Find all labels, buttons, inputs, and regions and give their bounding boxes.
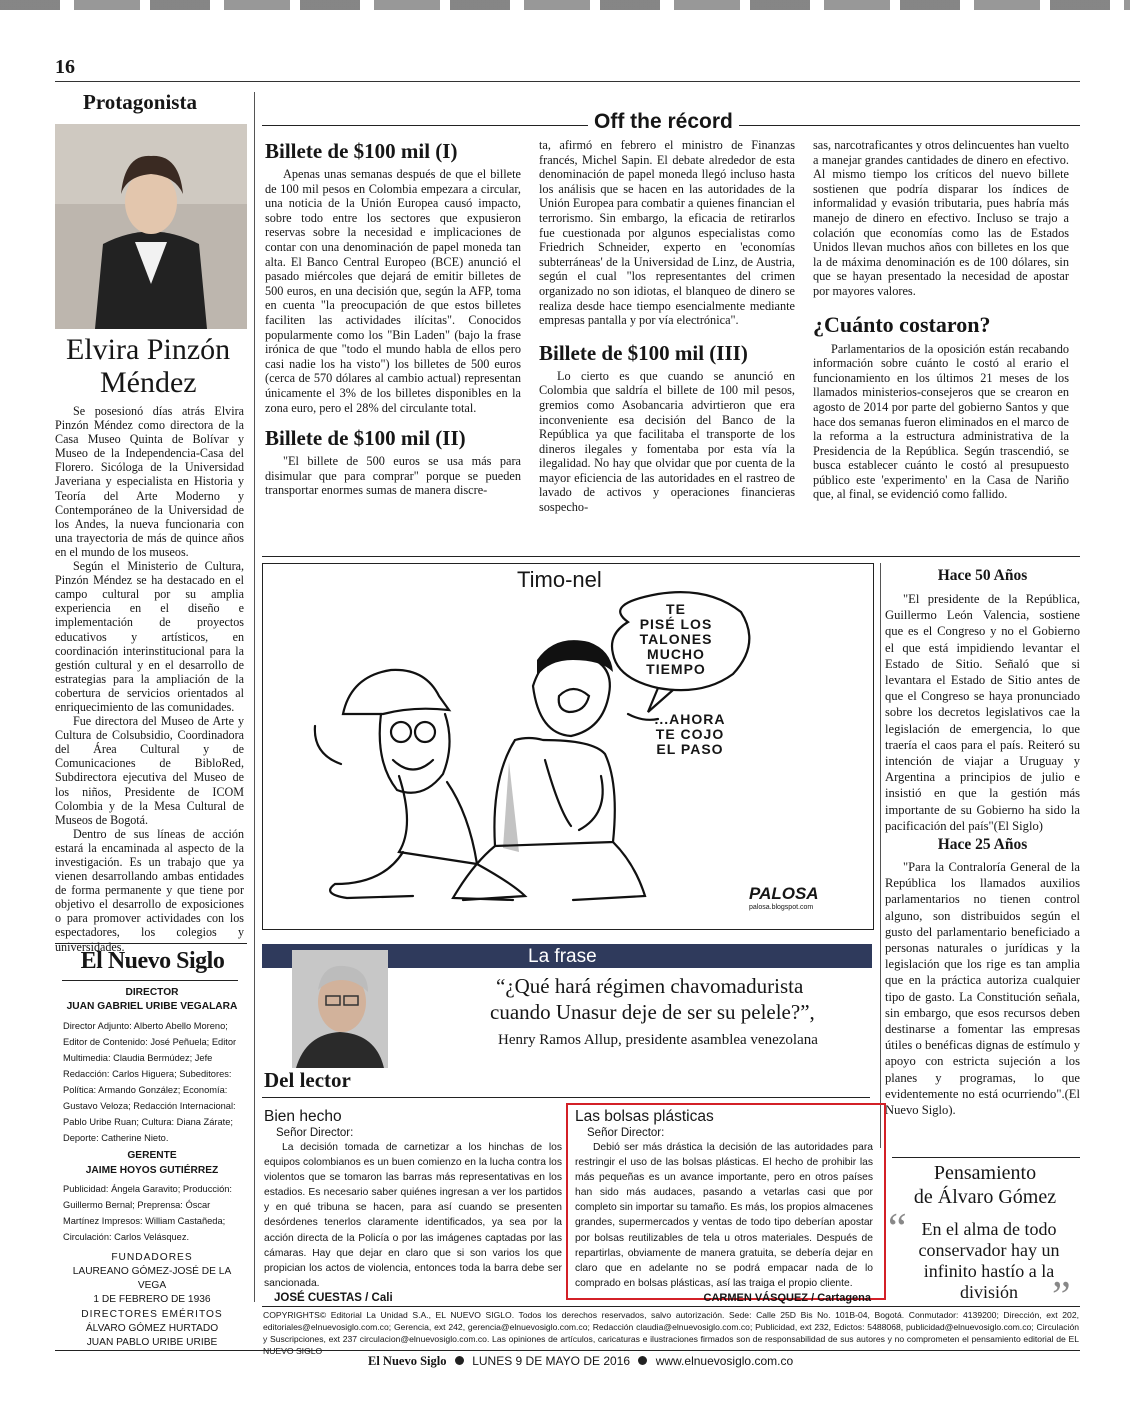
- off-record-paragraph: Apenas unas semanas después de que el billete de 100 mil pesos en Colombia empezara a circular, una noticia de la Unión Europea causó impacto, sobre todo entre los sectores que expusieron reservas sobre la necesidad e implicaciones de contar con una denominación de papel moneda tan alta. El Banco Central Europeo (BCE) anunció el pasado miércoles que dejará de emitir billetes de 500 euros, en una decisión que, según la AFP, toma en cuenta "la preocupación de que estos billetes faciliten las actividades ilícitas". Conocidos popularmente como los "Bin Laden" (bajo la frase irónica de que "todo el mundo habla de ellos pero casi nadie los ha visto") los billetes de 500 euros (cerca de 570 dólares al cambio actual) representan únicamente el 3% de los billetes disponibles en la zona euro, pero el 28% del circulante total.: [265, 167, 521, 415]
- footer-brand: El Nuevo Siglo: [368, 1354, 447, 1368]
- protagonista-article: [55, 404, 244, 954]
- bubble-line: TE: [666, 601, 686, 617]
- off-record-bottom-rule: [262, 556, 1080, 557]
- footer-rule: [55, 1350, 1080, 1351]
- off-record-title: Off the récord: [588, 110, 739, 134]
- bubble-line: EL PASO: [656, 741, 724, 757]
- la-frase-label: La frase: [528, 946, 597, 967]
- letter-1-salutation: Señor Director:: [276, 1127, 354, 1139]
- hace-50-title: Hace 50 Años: [937, 567, 1028, 584]
- hace-section: [885, 566, 1080, 1118]
- off-record-paragraph: sas, narcotraficantes y otros delincuentes han vuelto a manejar grandes cantidades de dinero en efectivo. Al mismo tiempo los críticos del nuevo billete sostienen que podría disparar los índices de informalidad y evasión tributaria, pues habría más manejo de dinero en efectivo. Incluso se trajo a colación que economías como las de Estados Unidos llevan muchos años con billetes en los que la de máxima denominación es de 100 dólares, sin que se hayan presentado la necesidad de apostar por mayores valores.: [813, 138, 1069, 298]
- off-record-heading-4: ¿Cuánto costaron?: [813, 311, 991, 337]
- masthead-block: [63, 986, 241, 1350]
- copyright-rule: [262, 1306, 1080, 1307]
- letter-2: [575, 1108, 873, 1305]
- la-frase-author: Henry Ramos Allup, presidente asamblea venezolana: [498, 1032, 818, 1048]
- protagonista-photo: [55, 124, 247, 329]
- masthead-fundadores-label: FUNDADORES: [111, 1251, 193, 1263]
- pensamiento-rule: [892, 1157, 1080, 1158]
- cartoon-drawing: [263, 564, 873, 929]
- cartoon-credit: palosa.blogspot.com: [749, 904, 814, 911]
- header-rule: [55, 81, 1080, 82]
- protagonista-name-line2: Méndez: [100, 366, 197, 399]
- bubble-line: PISÉ LOS: [639, 616, 713, 632]
- protagonista-paragraph: Fue directora del Museo de Arte y Cultura de Colsubsidio, Coordinadora del Área Cultural y de Comunicaciones de BibloRed, Subdirectora ejecutiva del Museo de los niños, Presidente de ICOM Colombia y de la Mesa Cultural de Museos de Bogotá.: [55, 714, 244, 827]
- cartoon-bubble-2: [635, 712, 745, 757]
- off-record-heading-2: Billete de $100 mil (II): [265, 426, 466, 451]
- off-record-paragraph: Parlamentarios de la oposición están recabando información sobre cuánto le costó al erario el funcionamiento en los últimos 21 meses de los llamados ministerios-consejeros que se crearon en agosto de 2014 por parte del gobierno Santos y que hace dos semanas fueron eliminados en el marco de la reforma a la estructura administrativa de la Presidencia de la República. Según trascendió, se busca establecer cuánto le costó al presupuesto público este 'experimento' en la Casa de Nariño que, al final, se evidenció como fallido.: [813, 341, 1069, 502]
- del-lector-title: Del lector: [264, 1068, 351, 1092]
- bubble-line: TIEMPO: [646, 661, 706, 677]
- off-record-paragraph: Lo cierto es que cuando se anunció en Colombia que saldría el billete de 100 mil pesos, gremios como Asobancaria advirtieron que era inconveniente esa decisión del Banco de la República ya que facilitaba el transporte de los dineros ilegales y fomentaba por esta vía la ilegalidad. No hay que olvidar que por cuenta de la mayor eficiencia de las autoridades en el rastreo de lavado de activos y operaciones financieras sospecho-: [539, 368, 795, 515]
- off-record-col1: [265, 138, 521, 498]
- masthead-emeritos-label: DIRECTORES EMÉRITOS: [81, 1308, 223, 1320]
- hace-25-text: "Para la Contraloría General de la República los llamados auxilios parlamentarios no tienen control alguno, son distribuidos según el gusto del parlamentario beneficiado a personas naturales o jurídicas y la legislación que los rige es tan amplia que en la práctica autoriza cualquier tipo de gasto. La Constitución señala, sin embargo, que esos recursos deben destinarse a fomentar las empresas útiles o benéficas dignas de estímulo y apoyo con estricta sujeción a los planes y programas, lo que evidentemente no está ocurriendo".(El Nuevo Siglo).: [885, 860, 1080, 1118]
- off-record-col2: [539, 138, 795, 515]
- masthead-gerente-label: GERENTE: [127, 1150, 177, 1162]
- footer-bullet-icon: [638, 1356, 647, 1365]
- off-record-col3: [813, 138, 1069, 502]
- letter-1-signature: JOSÉ CUESTAS / Cali: [274, 1291, 393, 1304]
- cartoon-frame: [262, 563, 874, 930]
- left-column-divider: [254, 92, 255, 1302]
- bubble-line: TE COJO: [655, 726, 725, 742]
- cartoon-signature: PALOSA: [749, 884, 819, 903]
- off-record-paragraph: ta, afirmó en febrero el ministro de Finanzas francés, Michel Sapin. El debate alrededor de esta denominación de papel moneda llegó incluso hasta los análisis que se hacen en las autoridades de la Unión Europea para combatir a quienes financian el terrorismo. Sin embargo, la eficacia de retirarlos fue cuestionada por algunos especialistas como Friedrich Schneider, experto en 'economías subterráneas' de la Universidad de Linz, de Austria, según el cual "los representantes del crimen organizado no son idiotas, el blanqueo de dinero se realiza desde hace tiempo esencialmente mediante empresas pantalla y por vía electrónica".: [539, 138, 795, 328]
- masthead-gerente: JAIME HOYOS GUTIÉRREZ: [85, 1164, 219, 1176]
- footer-bullet-icon: [455, 1356, 464, 1365]
- masthead-logo-rule: [62, 980, 238, 981]
- hace-50-text: "El presidente de la República, Guillermo León Valencia, sostiene que es el Congreso y no el Gobierno el que está impidiendo levantar el Estado de Sitio. Señaló que si levantara el Estado de Sitio antes de que el Congreso se haya pronunciado sobre los decretos legislativos cae la legislación de emergencia, lo que traería el caos para el país. Reiteró su intención de viajar a Uruguay y Argentina a principios de julio e insistió en que la gestión más importante de su Gobierno ha sido la pacificación del país"(El Siglo): [885, 592, 1080, 833]
- bubble-line: MUCHO: [647, 646, 705, 662]
- letter-2-salutation: Señor Director:: [587, 1127, 665, 1139]
- masthead-director-label: DIRECTOR: [125, 987, 179, 998]
- masthead-staff-2: Publicidad: Ángela Garavito; Producción: Guillermo Bernal; Preprensa: Óscar Martínez Impresos: William Castañeda; Circulación: Carlos Velásquez.: [63, 1183, 232, 1242]
- pensamiento-title-line2: de Álvaro Gómez: [913, 1186, 1057, 1208]
- off-record-heading-1: Billete de $100 mil (I): [265, 139, 458, 163]
- masthead-emeritos-1: ÁLVARO GÓMEZ HURTADO: [85, 1322, 219, 1334]
- cartoon-bubble-1: [619, 602, 733, 677]
- footer-date: LUNES 9 DE MAYO DE 2016: [472, 1354, 631, 1368]
- pensamiento-title-line1: Pensamiento: [933, 1162, 1037, 1184]
- footer-url[interactable]: www.elnuevosiglo.com.co: [655, 1354, 794, 1368]
- protagonista-paragraph: Dentro de sus líneas de acción estará la encaminada al aspecto de la investigación. Es un trabajo que ya vienen desarrollando ambas entidades de forma permanente y que tiene por objetivo el desarrollo de exposiciones o para promover actividades con los espectadores, los colegios y universidades.: [55, 826, 244, 954]
- letter-1-body: La decisión tomada de carnetizar a los hinchas de los equipos colombianos es un buen comienzo en la lucha contra los violentos que se tomaron las barras más representativas en los estadios. Es necesario saber quiénes ingresan a ver los partidos y en qué tribuna se hacen, para así cuando se presenten desórdenes tenerlos claramente identificados, ya sea por la acción directa de la Policía o por las imágenes captadas por las cámaras. Hay que dejar en claro que si son varios los que propician los actos de violencia, entonces toda la barra debe ser sancionada.: [264, 1142, 562, 1289]
- right-column-divider: [880, 563, 881, 1148]
- letter-1-title: Bien hecho: [264, 1108, 342, 1125]
- la-frase-photo: [292, 950, 388, 1068]
- footer-line: [368, 1354, 793, 1369]
- page-number: 16: [55, 56, 75, 78]
- bubble-line: ...AHORA: [654, 711, 726, 727]
- hace-25-title: Hace 25 Años: [937, 836, 1028, 854]
- masthead-staff: Director Adjunto: Alberto Abello Moreno; Editor de Contenido: José Peñuela; Editor Multimedia: Claudia Bermúdez; Jefe Redacción: Carlos Higuera; Subeditores: Política: Armando González; Economía: Gustavo Veloza; Redacción Internacional: Pablo Uribe Ruan; Cultura: Diana Zárate; Deporte: Catherine Nieto.: [63, 1021, 237, 1144]
- masthead-emeritos-2: JUAN PABLO URIBE URIBE: [86, 1337, 218, 1349]
- off-record-paragraph: "El billete de 500 euros se usa más para disimular que para comprar" porque se pueden transportar enormes sumas de manera discre-: [265, 454, 521, 498]
- protagonista-name-line1: Elvira Pinzón: [66, 333, 231, 366]
- letter-2-title: Las bolsas plásticas: [575, 1108, 714, 1125]
- masthead-top-rule: [55, 943, 247, 944]
- off-record-heading-3: Billete de $100 mil (III): [539, 340, 748, 365]
- masthead-director: JUAN GABRIEL URIBE VEGALARA: [66, 1001, 238, 1013]
- letter-1: [264, 1108, 562, 1306]
- protagonista-section-title: Protagonista: [83, 90, 197, 114]
- masthead-fundadores-2: 1 DE FEBRERO DE 1936: [93, 1294, 211, 1306]
- masthead-logo: El Nuevo Siglo: [80, 948, 225, 974]
- la-frase-quote-line1: “¿Qué hará régimen chavomadurista: [496, 974, 804, 998]
- letter-2-signature: CARMEN VÁSQUEZ / Cartagena: [703, 1291, 871, 1304]
- pensamiento-quote: En el alma de todo conservador hay un infinito hastío a la división: [918, 1219, 1060, 1302]
- protagonista-paragraph: Según el Ministerio de Cultura, Pinzón Méndez se ha destacado en el campo cultural por su amplia experiencia en el diseño e implementación de proyectos educativos y artísticos, en coordinación interinstitucional para la gestión cultural y en el desarrollo de estrategias para la ampliación de la cobertura de servicios orientados al enriquecimiento de las comunidades.: [55, 559, 244, 714]
- pensamiento-open-quote: “: [888, 1206, 907, 1252]
- letter-2-body: Debió ser más drástica la decisión de las autoridades para restringir el uso de las bolsas plásticas. El hecho de prohibir las más pequeñas es un avance importante, pero en otros países han sido más audaces, pasando a vetarlas casi que por completo sin importar su tamaño. Es más, los propios almacenes grandes, supermercados y ventas de todo tipo deberían apostar por bolsas reutilizables de tela u otros materiales. Después de repartirlas, obviamente de manera gratuita, se debería dejar en claro que en adelante no se podrá empacar nada de lo comprado en bolsas plásticas, así las traiga el propio cliente.: [575, 1142, 873, 1289]
- pensamiento-close-quote: ”: [1052, 1274, 1071, 1320]
- la-frase-quote-line2: cuando Unasur deje de ser su pelele?”,: [490, 1000, 815, 1024]
- bubble-line: TALONES: [639, 631, 713, 647]
- protagonista-paragraph: Se posesionó días atrás Elvira Pinzón Méndez como directora de la Casa Museo Quinta de Bolívar y Museo de la Independencia-Casa del Florero. Sicóloga de la Universidad Javeriana y especialista en Historia y Teoría del Arte Moderno y Contemporáneo de la Universidad de los Andes, la nueva funcionaria con una trayectoria de más de quince años en el mundo de los museos.: [55, 404, 244, 559]
- copyright-text: COPYRIGHTS© Editorial La Unidad S.A., EL NUEVO SIGLO. Todos los derechos reservados, salvo autorización. Sede: Calle 25D Bis No. 101B-04, Bogotá. Conmutador: 4139200; Dirección, ext 202, editoriales@elnuevosiglo.com.co; Gerencia, ext 242, gerencia@elnuevosiglo.com.co; Redacción claudia@elnuevosiglo.com.co; Publicidad, ext 232, Edictos: 5488068, publicidad@elnuevosiglo.com.co; Circulación y Suscripciones, ext 237 circulacion@elnuevosiglo.com.co. Las opiniones de artículos, caricaturas e ilustraciones firmados son de responsabilidad de sus autores y no comprometen el pensamiento editorial de EL NUEVO SIGLO: [263, 1310, 1079, 1356]
- cartoon-title: Timo-nel: [517, 567, 602, 592]
- masthead-fundadores-1: LAUREANO GÓMEZ-JOSÉ DE LA VEGA: [72, 1266, 232, 1292]
- del-lector-rule: [262, 1097, 870, 1098]
- top-bleed-strip: [0, 0, 1130, 10]
